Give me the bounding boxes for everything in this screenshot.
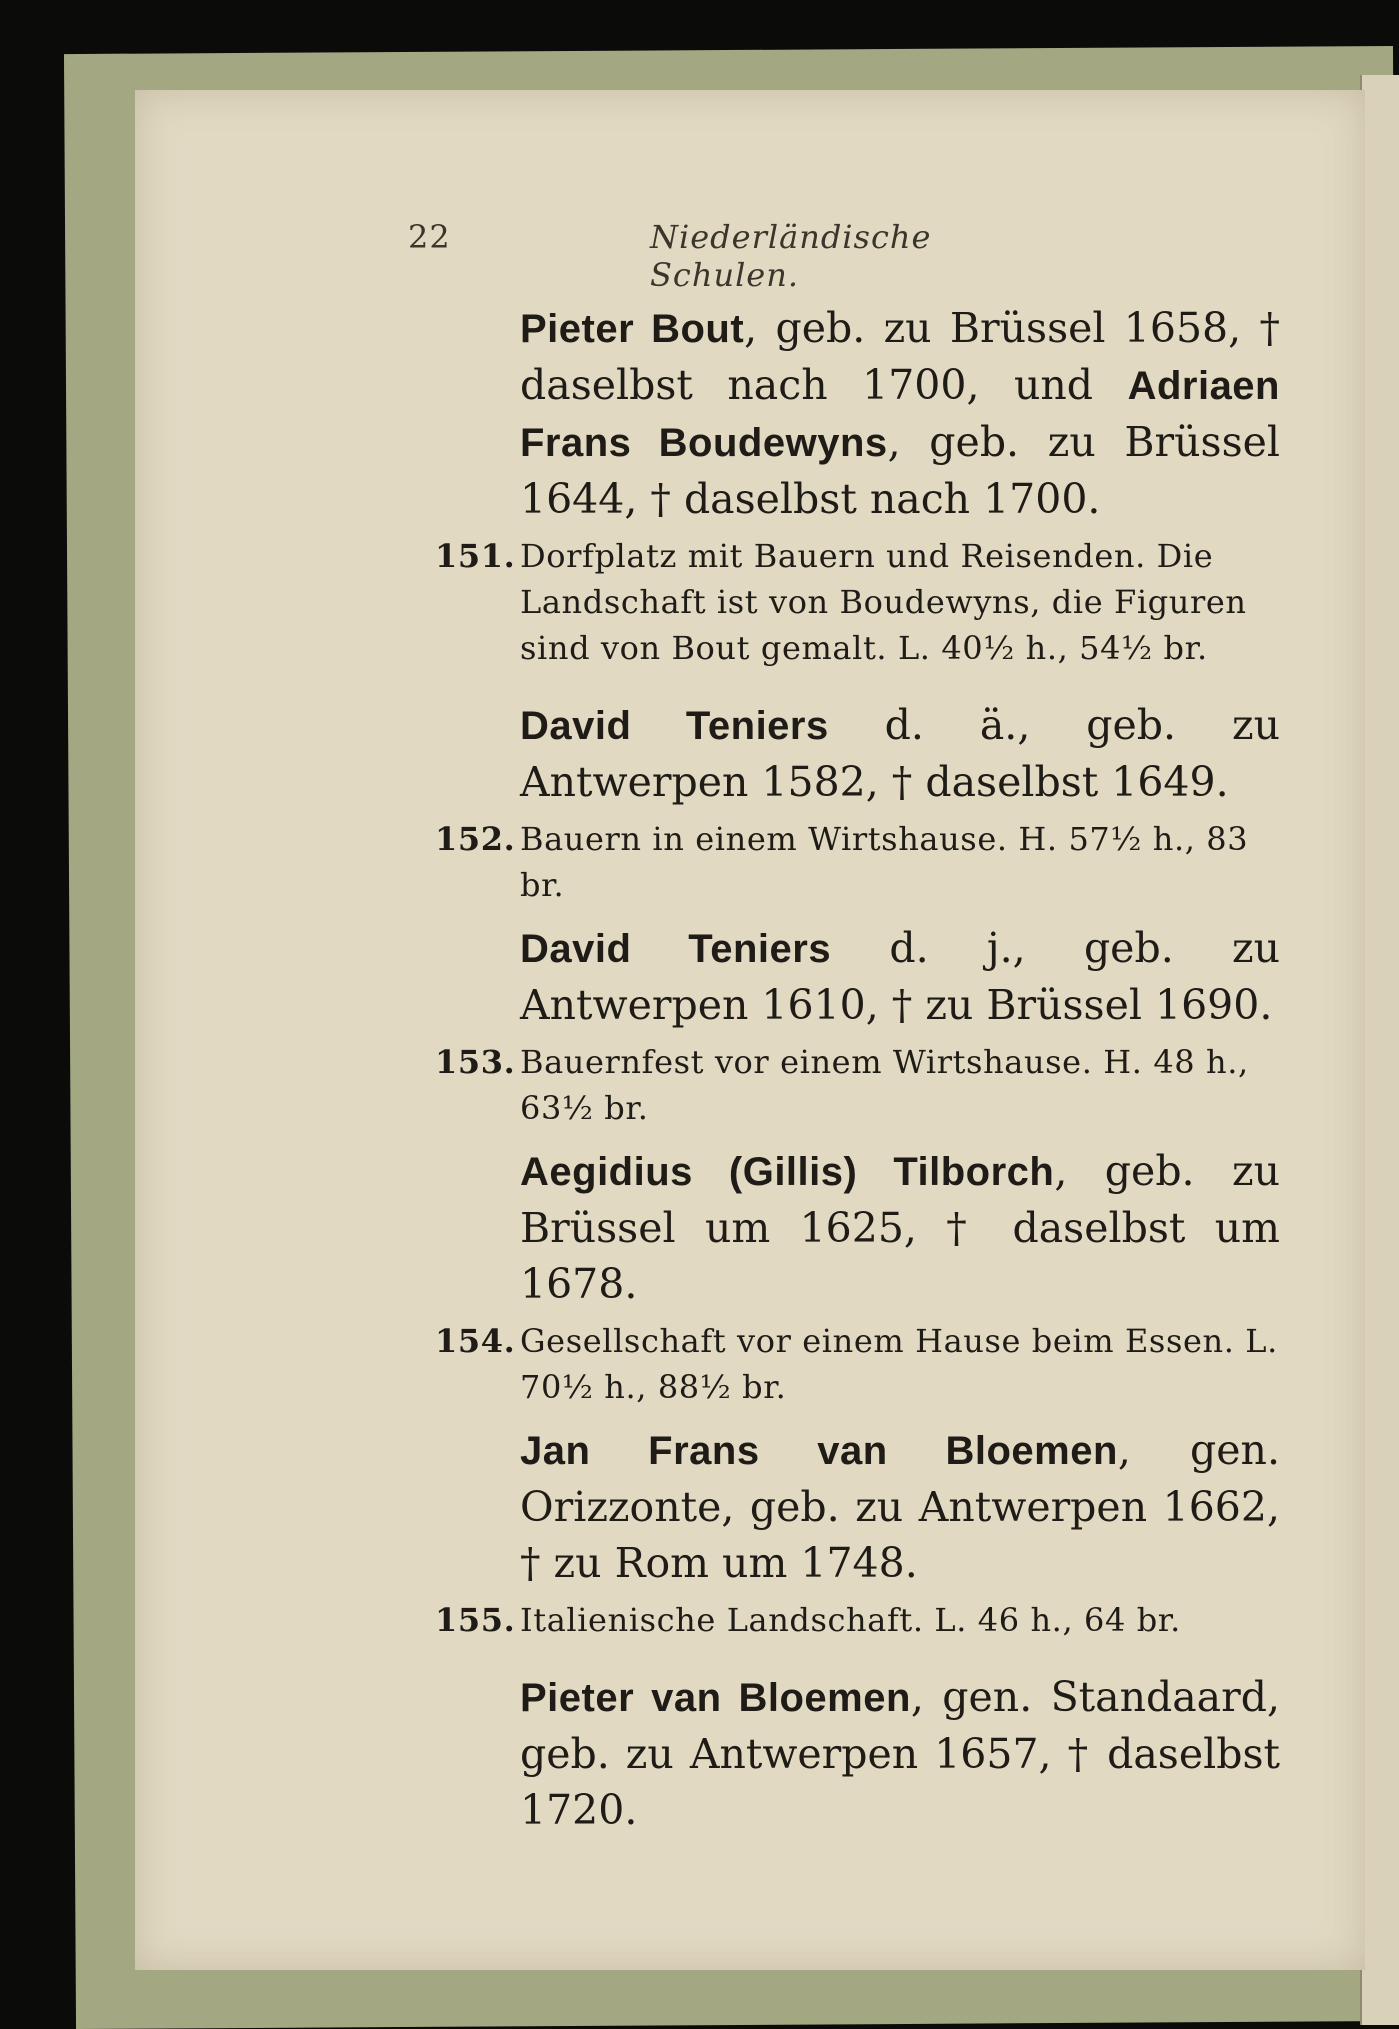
page-content xyxy=(400,300,1300,1838)
entry-description: Bauern in einem Wirtshause. H. 57½ h., 83 br. xyxy=(520,820,1249,904)
artist-bio: , geb. zu Brüssel um 1625, † daselbst um 1678. xyxy=(520,1147,1280,1308)
artist-bio: , gen. Orizzonte, geb. zu Antwerpen 1662, † zu Rom um 1748. xyxy=(520,1426,1280,1587)
entry-number: 152. xyxy=(435,820,516,858)
catalogue-entry xyxy=(435,1318,1280,1410)
entry-number: 154. xyxy=(435,1322,516,1360)
running-head xyxy=(400,218,1060,294)
catalogue-entry xyxy=(435,1039,1280,1131)
entry-description: Gesellschaft vor einem Hause beim Essen. L. 70½ h., 88½ br. xyxy=(520,1322,1278,1406)
catalogue-entry xyxy=(435,816,1280,908)
artist-heading xyxy=(520,1143,1280,1312)
section-title: Niederländische Schulen. xyxy=(650,218,932,294)
artist-heading xyxy=(520,697,1280,810)
artist-name: Aegidius (Gillis) Tilborch xyxy=(520,1150,1055,1194)
entry-description: Dorfplatz mit Bauern und Reisenden. Die Landschaft ist von Boudewyns, die Figuren sind von Bout gemalt. L. 40½ h., 54½ br. xyxy=(520,537,1247,667)
artist-name: David Teniers xyxy=(520,704,829,748)
artist-bio: , geb. zu Brüssel 1644, † daselbst nach 1700. xyxy=(520,418,1280,523)
artist-name: David Teniers xyxy=(520,927,832,971)
artist-bio: , geb. zu Brüssel 1658, † daselbst nach 1700, und xyxy=(520,304,1280,409)
entry-number: 155. xyxy=(435,1601,516,1639)
entry-description: Bauernfest vor einem Wirtshause. H. 48 h., 63½ br. xyxy=(520,1043,1249,1127)
artist-heading xyxy=(520,1422,1280,1591)
artist-bio: d. j., geb. zu Antwerpen 1610, † zu Brüssel 1690. xyxy=(520,924,1281,1029)
artist-heading xyxy=(520,300,1280,527)
artist-heading xyxy=(520,1669,1280,1838)
entry-number: 153. xyxy=(435,1043,516,1081)
artist-name: Jan Frans van Bloemen xyxy=(520,1429,1118,1473)
catalogue-entry xyxy=(435,1597,1280,1643)
artist-bio: d. ä., geb. zu Antwerpen 1582, † daselbst 1649. xyxy=(520,701,1281,806)
page-number: 22 xyxy=(408,218,451,256)
artist-name: Adriaen Frans Boudewyns xyxy=(520,364,1280,465)
artist-bio: , gen. Standaard, geb. zu Antwerpen 1657, † daselbst 1720. xyxy=(520,1673,1280,1834)
entry-number: 151. xyxy=(435,537,516,575)
entry-description: Italienische Landschaft. L. 46 h., 64 br. xyxy=(520,1601,1181,1639)
artist-heading xyxy=(520,920,1280,1033)
catalogue-entry xyxy=(435,533,1280,671)
artist-name: Pieter Bout xyxy=(520,307,745,351)
artist-name: Pieter van Bloemen xyxy=(520,1676,911,1720)
facing-page-edge xyxy=(1360,75,1399,2025)
